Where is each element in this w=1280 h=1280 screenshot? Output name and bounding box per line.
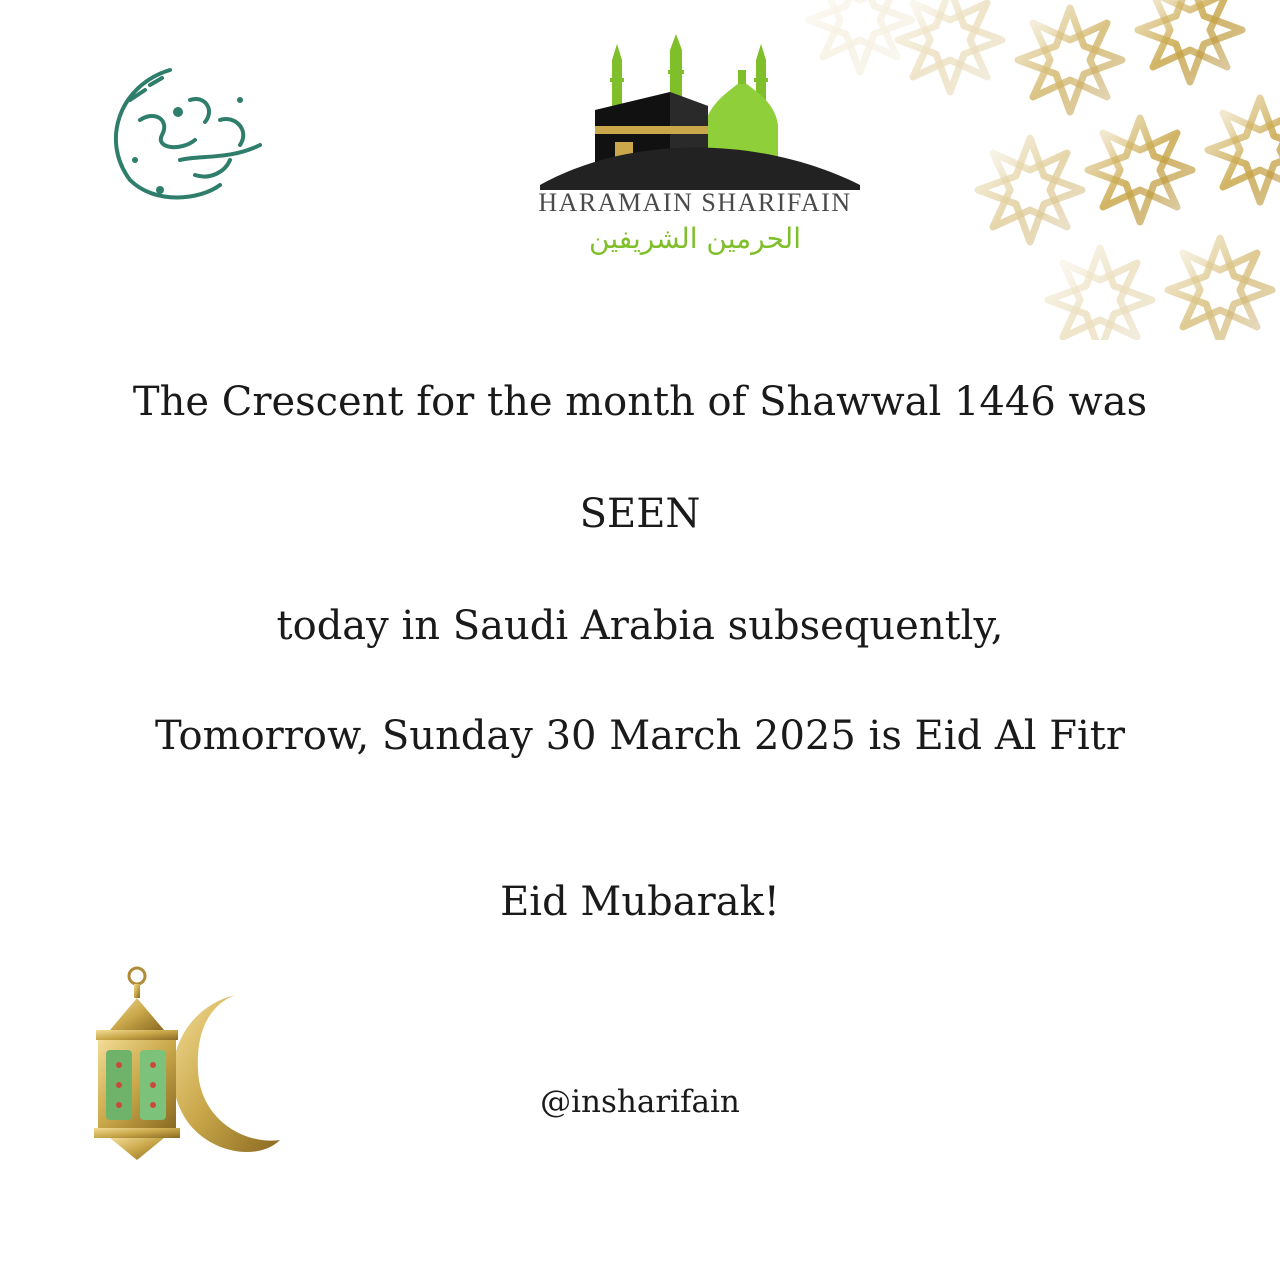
message-line-greeting: Eid Mubarak! bbox=[500, 879, 780, 925]
logo-name-arabic: الحرمين الشريفين bbox=[589, 222, 801, 255]
lantern-and-crescent-icon bbox=[80, 960, 290, 1170]
kaaba-and-green-dome-icon bbox=[520, 30, 870, 190]
message-line-location: today in Saudi Arabia subsequently, bbox=[276, 603, 1004, 649]
gold-islamic-pattern-icon bbox=[800, 0, 1280, 340]
message-line-eid-date: Tomorrow, Sunday 30 March 2025 is Eid Al Fitr bbox=[154, 713, 1126, 759]
message-line-seen: SEEN bbox=[579, 491, 701, 537]
logo-name-english: HARAMAIN SHARIFAIN bbox=[538, 188, 852, 217]
ramadan-calligraphy-icon bbox=[100, 60, 270, 210]
social-handle: @insharifain bbox=[540, 1084, 740, 1120]
message-line-crescent: The Crescent for the month of Shawwal 1446 was bbox=[132, 379, 1148, 425]
